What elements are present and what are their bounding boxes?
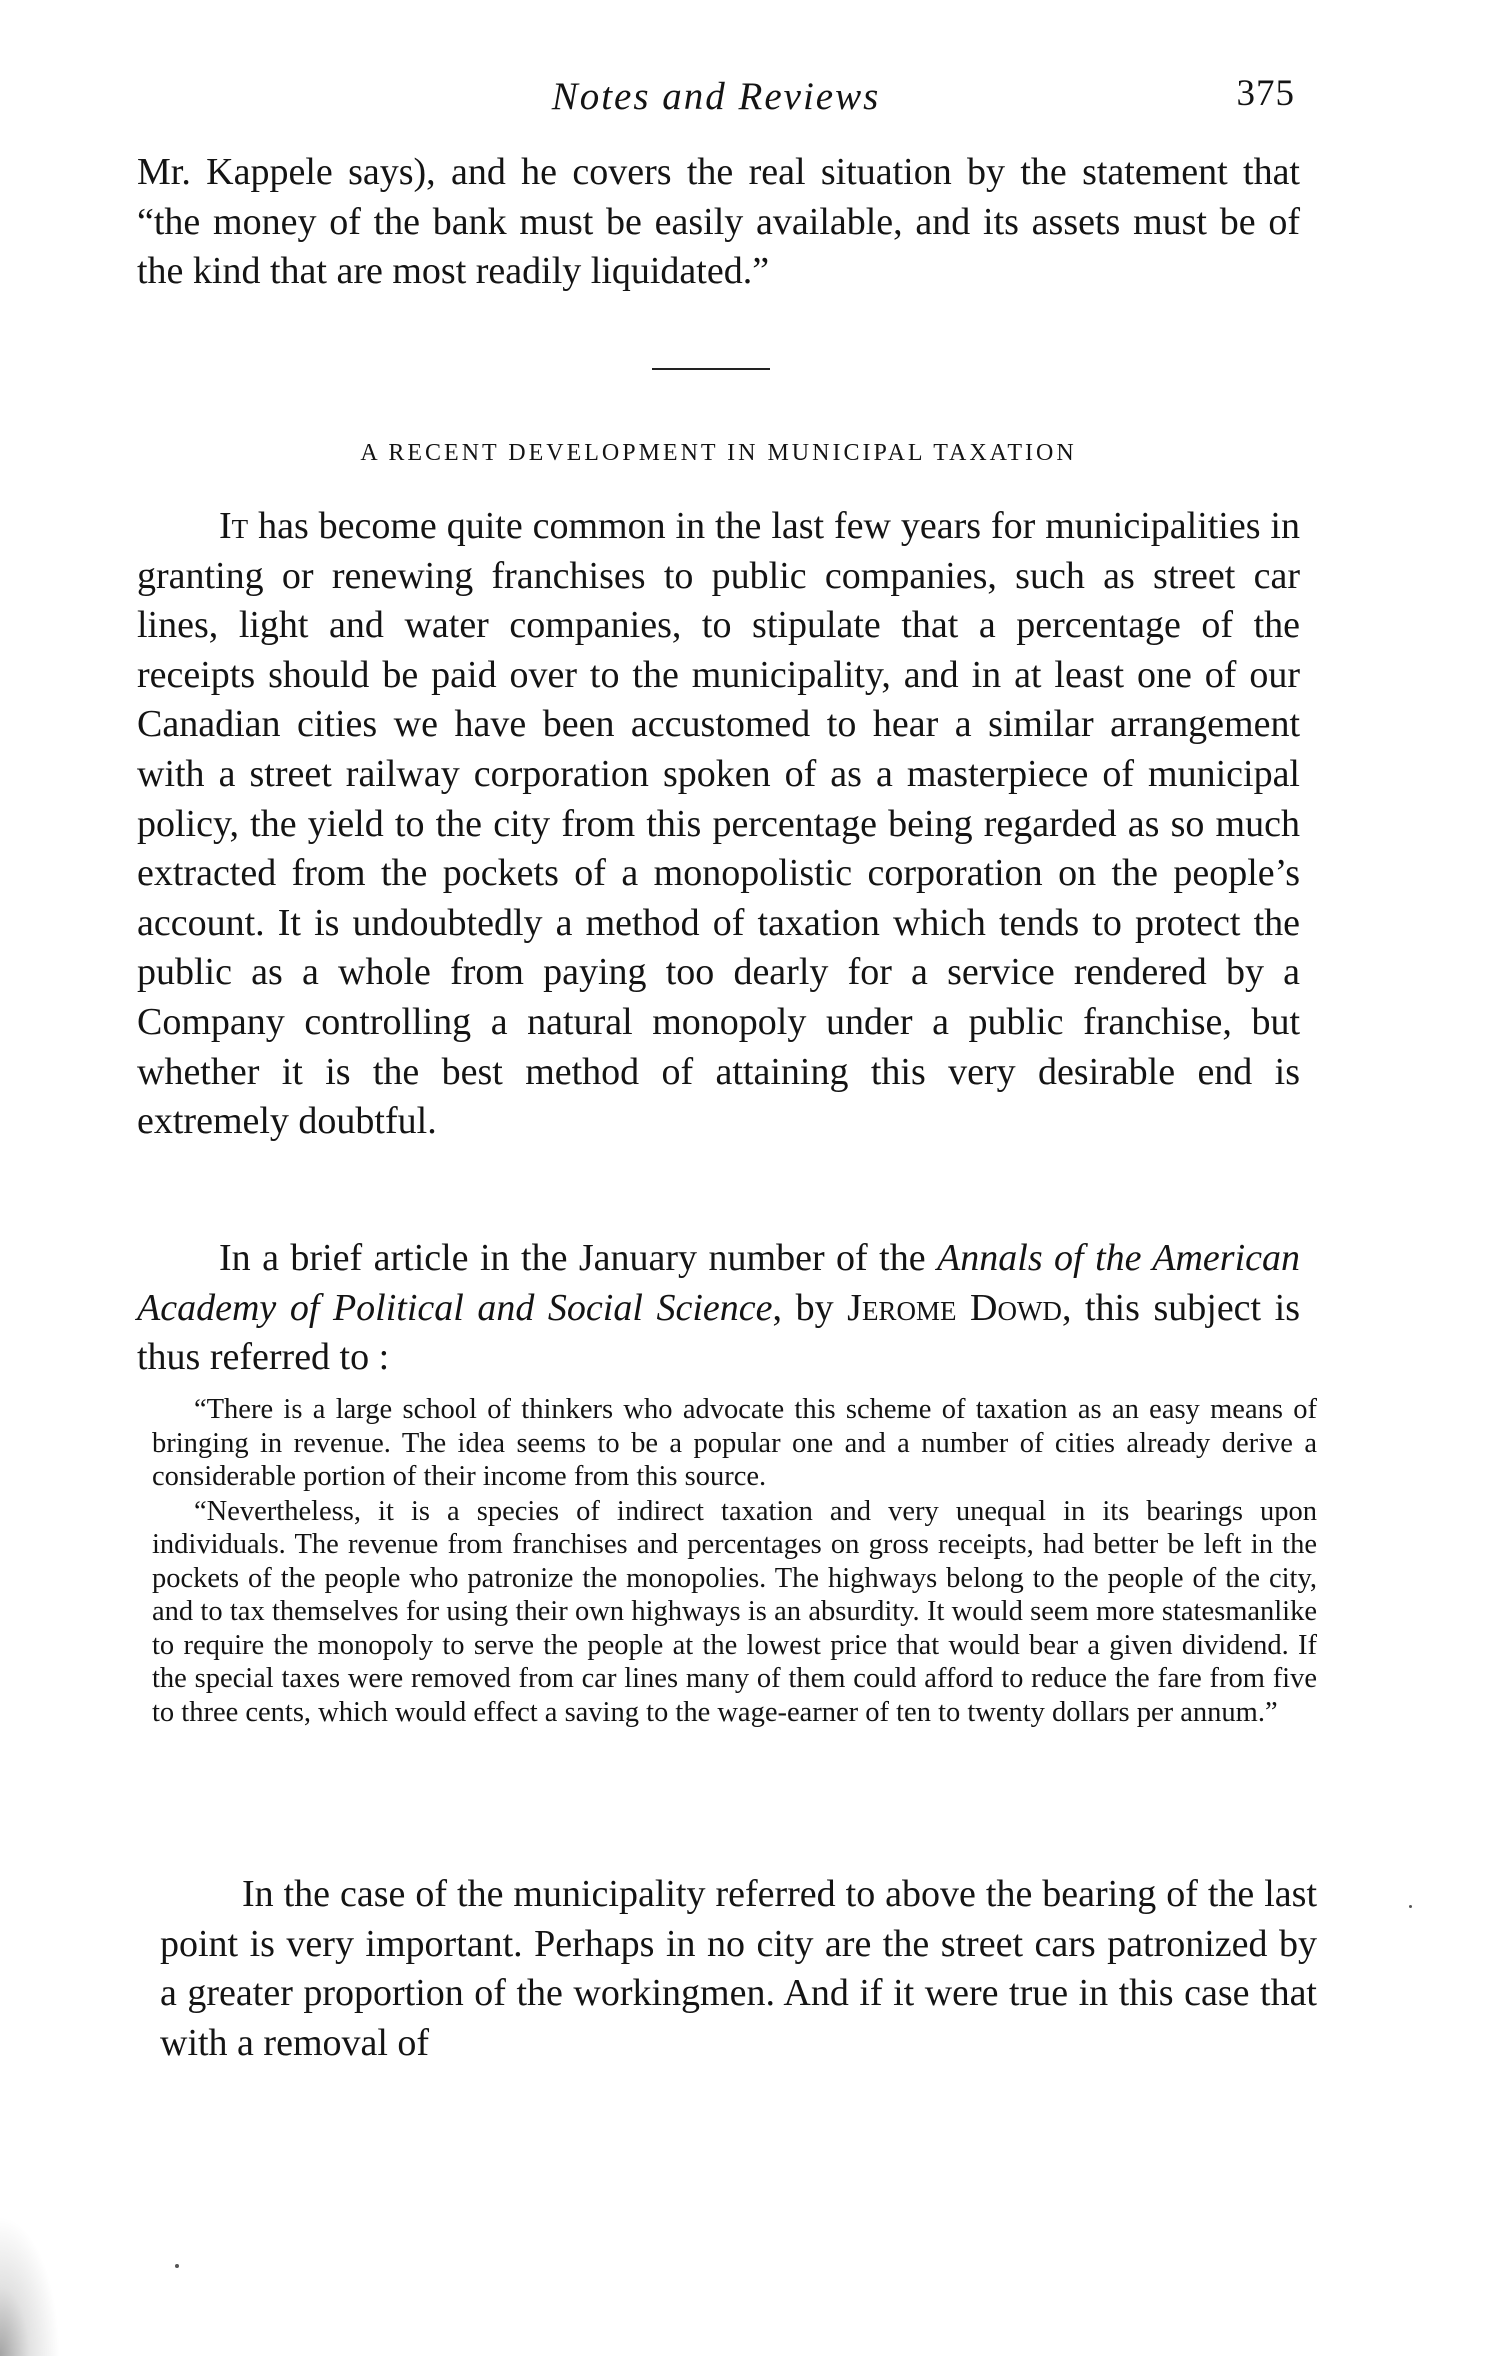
paragraph-2-lead: In a brief article in the January number of the [219,1237,938,1279]
journal-title: Annals of the American Academy of Political and Social Science [137,1237,1300,1329]
quote-paragraph-1: “There is a large school of thinkers who advocate this scheme of taxation as an easy means of bringing in revenue. The idea seems to be a popular one and a number of cities already derive a considerable portion of their income from this source. [152,1394,1317,1492]
paragraph-2-mid: , by [772,1286,848,1329]
page-number: 375 [1236,73,1295,114]
scan-speck [175,2264,179,2268]
paragraph-1-text [137,502,1300,1147]
paragraph-2 [137,1234,1300,1383]
paragraph-1-opening-word: It [219,505,249,547]
paragraph-3 [160,1870,1317,2068]
author-name: Jerome Dowd [847,1286,1062,1329]
paragraph-2-text [137,1234,1300,1383]
paragraph-1 [137,502,1300,1147]
scan-speck [1409,1905,1412,1908]
paragraph-3-text: In the case of the municipality referred to above the bearing of the last point is very important. Perhaps in no city are the street cars patronized by a greater proportion of the workingmen. And if it were true in this case that with a removal of [160,1873,1317,2064]
running-head [137,68,1295,128]
continued-paragraph [137,148,1300,297]
block-quotation [152,1393,1317,1729]
section-heading: A RECENT DEVELOPMENT IN MUNICIPAL TAXATION [360,440,1077,466]
paragraph-1-body: has become quite common in the last few years for municipalities in granting or renewing franchises to public companies, such as street car lines, light and water companies, to stipulate that a percentage of the receipts should be paid over to the municipality, and in at least one of our Canadian cities we have been accustomed to hear a similar arrangement with a street railway corporation spoken of as a masterpiece of municipal policy, the yield to the city from this percentage being regarded as so much extracted from the pockets of a monopolistic corporation on the people’s account. It is undoubtedly a method of taxation which tends to protect the public as a whole from paying too dearly for a service rendered by a Company controlling a natural monopoly under a public franchise, but whether it is the best method of attaining this very desirable end is extremely doubtful. [137,505,1300,1143]
continued-paragraph-text: Mr. Kappele says), and he covers the real situation by the statement that “the money of the bank must be easily available, and its assets must be of the kind that are most readily liquidated.” [137,151,1300,293]
scan-edge-shadow [0,2216,60,2356]
paragraph-2-tail: , this subject is thus referred to : [137,1286,1301,1379]
quote-paragraph-2: “Nevertheless, it is a species of indirect taxation and very unequal in its bearings upon individuals. The revenue from franchises and percentages on gross receipts, had better be left in the pockets of the people who patronize the monopolies. The highways belong to the people of the city, and to tax themselves for using their own highways is an absurdity. It would seem more statesmanlike to require the monopoly to serve the people at the lowest price that would bear a given dividend. If the special taxes were removed from car lines many of them could afford to reduce the fare from five to three cents, which would effect a saving to the wage-earner of ten to twenty dollars per annum.” [152,1495,1317,1728]
section-divider [652,368,770,370]
running-title: Notes and Reviews [551,75,881,118]
